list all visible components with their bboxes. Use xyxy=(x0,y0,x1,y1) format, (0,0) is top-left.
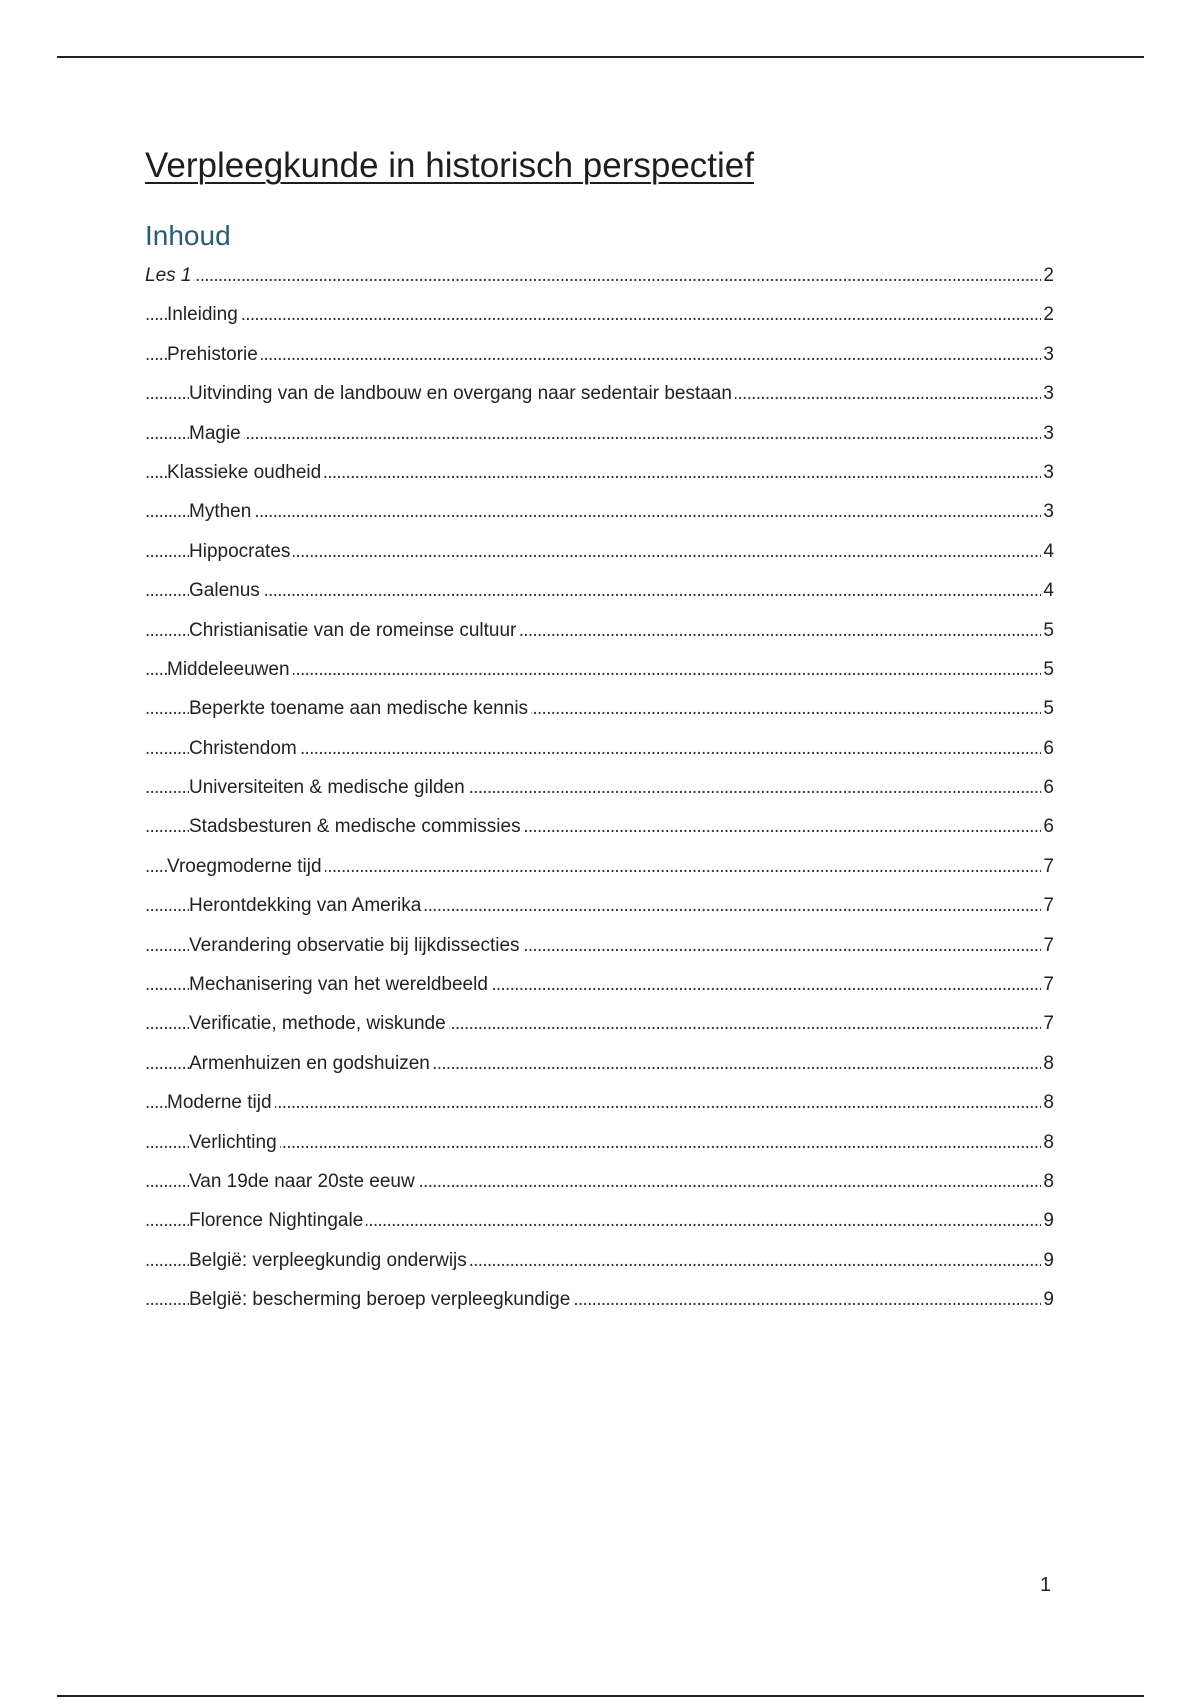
toc-entry[interactable] xyxy=(145,892,1054,931)
toc-entry[interactable] xyxy=(145,459,1054,498)
toc-entry-label: Vroegmoderne tijd xyxy=(167,856,325,877)
toc-entry[interactable] xyxy=(145,341,1054,380)
toc-entry-label: Inleiding xyxy=(167,304,241,325)
toc-entry-page: 7 xyxy=(1041,971,1054,999)
toc-entry-page: 7 xyxy=(1041,853,1054,881)
toc-heading: Inhoud xyxy=(145,220,231,251)
toc-entry-page: 7 xyxy=(1041,1010,1054,1038)
toc-entry-label: Verandering observatie bij lijkdissecties xyxy=(189,935,523,956)
toc-entry-page: 6 xyxy=(1041,735,1054,763)
toc-entry-label: Armenhuizen en godshuizen xyxy=(189,1053,433,1074)
toc-entry-label: Florence Nightingale xyxy=(189,1210,366,1231)
toc-entry-label: België: bescherming beroep verpleegkundige xyxy=(189,1289,573,1310)
toc-entry-label: Moderne tijd xyxy=(167,1092,275,1113)
toc-entry[interactable] xyxy=(145,1129,1054,1168)
toc-entry-page: 6 xyxy=(1041,774,1054,802)
toc-entry[interactable] xyxy=(145,577,1054,616)
toc-entry-page: 2 xyxy=(1041,301,1054,329)
toc-entry-page: 8 xyxy=(1041,1129,1054,1157)
toc-entry[interactable] xyxy=(145,262,1054,301)
toc-entry-label: Christianisatie van de romeinse cultuur xyxy=(189,620,519,641)
toc-entry-page: 8 xyxy=(1041,1089,1054,1117)
toc-entry-label: Hippocrates xyxy=(189,541,293,562)
toc-entry-page: 9 xyxy=(1041,1207,1054,1235)
toc-entry-page: 4 xyxy=(1041,538,1054,566)
toc-entry-label: Verificatie, methode, wiskunde xyxy=(189,1013,449,1034)
toc-entry-label: België: verpleegkundig onderwijs xyxy=(189,1250,470,1271)
document-title: Verpleegkunde in historisch perspectief xyxy=(145,146,754,185)
toc-entry-label: Beperkte toename aan medische kennis xyxy=(189,698,531,719)
toc-entry[interactable] xyxy=(145,538,1054,577)
toc-entry[interactable] xyxy=(145,1207,1054,1246)
top-rule xyxy=(57,56,1144,58)
toc-entry-page: 5 xyxy=(1041,656,1054,684)
toc-entry[interactable] xyxy=(145,853,1054,892)
toc-entry-label: Magie xyxy=(189,423,244,444)
toc-entry-page: 5 xyxy=(1041,617,1054,645)
toc-entry-page: 6 xyxy=(1041,813,1054,841)
toc-entry[interactable] xyxy=(145,813,1054,852)
toc-entry-page: 4 xyxy=(1041,577,1054,605)
toc-entry-page: 3 xyxy=(1041,341,1054,369)
toc-entry-page: 9 xyxy=(1041,1247,1054,1275)
toc-entry-page: 2 xyxy=(1041,262,1054,290)
toc-entry-page: 8 xyxy=(1041,1050,1054,1078)
toc-entry[interactable] xyxy=(145,380,1054,419)
toc-entry-label: Klassieke oudheid xyxy=(167,462,324,483)
toc-entry-label: Stadsbesturen & medische commissies xyxy=(189,816,524,837)
toc-entry-page: 3 xyxy=(1041,459,1054,487)
toc-entry-page: 3 xyxy=(1041,380,1054,408)
toc-entry-label: Prehistorie xyxy=(167,344,261,365)
toc-entry-label: Les 1 xyxy=(145,265,194,286)
toc-entry-page: 7 xyxy=(1041,892,1054,920)
toc-entry[interactable] xyxy=(145,1168,1054,1207)
toc-entry[interactable] xyxy=(145,1010,1054,1049)
toc-entry-page: 3 xyxy=(1041,420,1054,448)
toc-entry[interactable] xyxy=(145,1247,1054,1286)
toc-entry-label: Christendom xyxy=(189,738,300,759)
toc-entry[interactable] xyxy=(145,1050,1054,1089)
page-number: 1 xyxy=(1040,1574,1052,1596)
toc-entry-page: 7 xyxy=(1041,932,1054,960)
toc-entry[interactable] xyxy=(145,1286,1054,1325)
toc-entry-label: Middeleeuwen xyxy=(167,659,293,680)
toc-entry-page: 3 xyxy=(1041,498,1054,526)
toc-entry-label: Verlichting xyxy=(189,1132,280,1153)
toc-entry[interactable] xyxy=(145,420,1054,459)
bottom-rule xyxy=(57,1695,1144,1697)
toc-entry-page: 5 xyxy=(1041,695,1054,723)
toc-entry-label: Galenus xyxy=(189,580,263,601)
toc-entry-label: Herontdekking van Amerika xyxy=(189,895,424,916)
toc-entry[interactable] xyxy=(145,932,1054,971)
toc-entry-label: Mechanisering van het wereldbeeld xyxy=(189,974,491,995)
toc-entry[interactable] xyxy=(145,971,1054,1010)
toc-entry[interactable] xyxy=(145,301,1054,340)
toc-entry[interactable] xyxy=(145,617,1054,656)
toc-entry-label: Uitvinding van de landbouw en overgang naar sedentair bestaan xyxy=(189,383,735,404)
toc-entry[interactable] xyxy=(145,498,1054,537)
toc-entry-page: 9 xyxy=(1041,1286,1054,1314)
toc-entry-label: Universiteiten & medische gilden xyxy=(189,777,468,798)
toc-entry[interactable] xyxy=(145,1089,1054,1128)
toc-entry-page: 8 xyxy=(1041,1168,1054,1196)
toc-entry-label: Mythen xyxy=(189,501,254,522)
toc-entry[interactable] xyxy=(145,774,1054,813)
toc-entry[interactable] xyxy=(145,735,1054,774)
toc-entry[interactable] xyxy=(145,695,1054,734)
table-of-contents xyxy=(145,262,1054,1326)
toc-entry[interactable] xyxy=(145,656,1054,695)
toc-entry-label: Van 19de naar 20ste eeuw xyxy=(189,1171,418,1192)
